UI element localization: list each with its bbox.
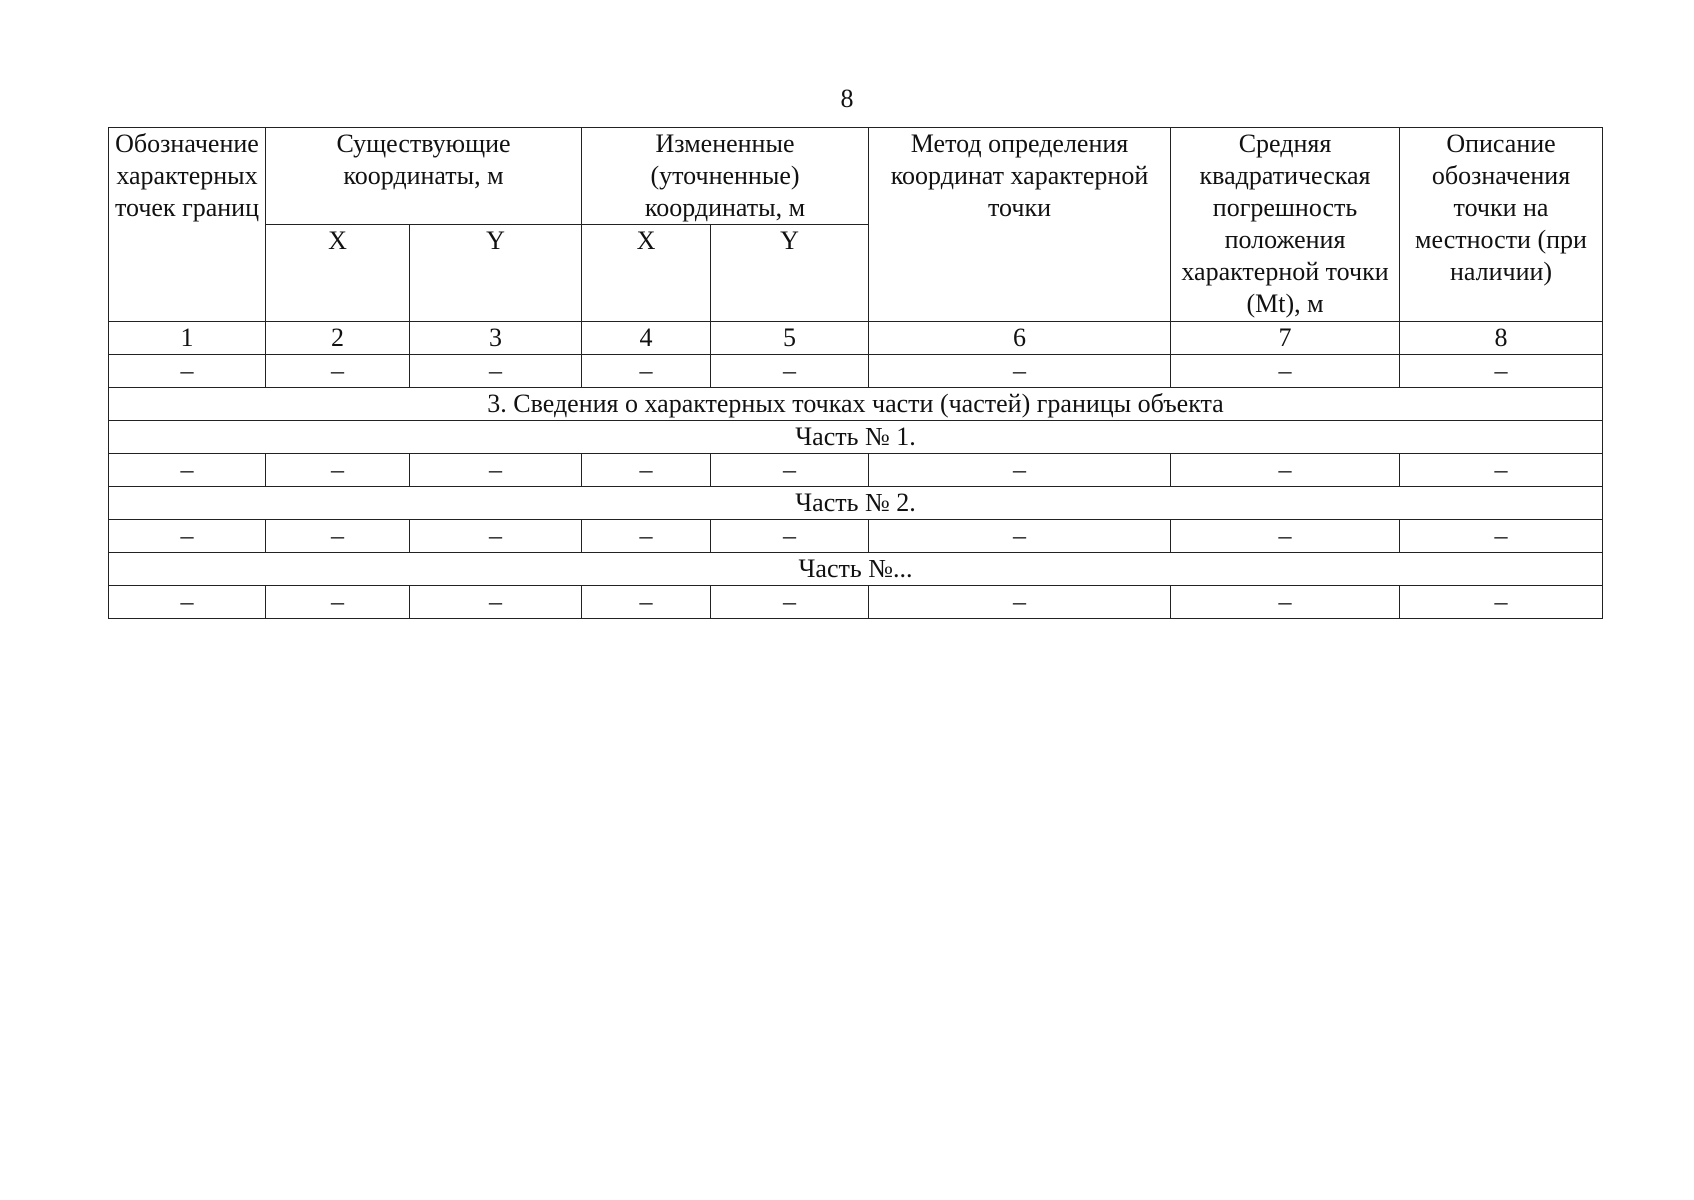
empty-cell: – bbox=[869, 355, 1171, 388]
column-number: 5 bbox=[711, 322, 869, 355]
empty-cell: – bbox=[869, 586, 1171, 619]
header-changed-y: Y bbox=[711, 225, 869, 322]
empty-cell: – bbox=[1400, 520, 1603, 553]
empty-cell: – bbox=[711, 355, 869, 388]
empty-cell: – bbox=[1171, 454, 1400, 487]
header-method: Метод определения координат характерной точки bbox=[869, 128, 1171, 322]
empty-cell: – bbox=[869, 454, 1171, 487]
empty-cell: – bbox=[711, 586, 869, 619]
empty-cell: – bbox=[582, 586, 711, 619]
table-row bbox=[109, 586, 1603, 619]
column-number: 1 bbox=[109, 322, 266, 355]
empty-cell: – bbox=[1171, 355, 1400, 388]
column-number: 3 bbox=[410, 322, 582, 355]
part-label: Часть № 1. bbox=[109, 421, 1603, 454]
empty-cell: – bbox=[109, 586, 266, 619]
table-row bbox=[109, 454, 1603, 487]
part-label: Часть № 2. bbox=[109, 487, 1603, 520]
header-changed-x: X bbox=[582, 225, 711, 322]
header-row bbox=[109, 128, 1603, 225]
part-row bbox=[109, 487, 1603, 520]
section-row bbox=[109, 388, 1603, 421]
column-number: 7 bbox=[1171, 322, 1400, 355]
empty-cell: – bbox=[582, 454, 711, 487]
empty-cell: – bbox=[869, 520, 1171, 553]
empty-cell: – bbox=[266, 454, 410, 487]
empty-cell: – bbox=[1400, 586, 1603, 619]
empty-cell: – bbox=[582, 355, 711, 388]
empty-cell: – bbox=[1171, 586, 1400, 619]
characteristic-points-table bbox=[108, 127, 1603, 619]
column-number: 6 bbox=[869, 322, 1171, 355]
section-title: 3. Сведения о характерных точках части (частей) границы объекта bbox=[109, 388, 1603, 421]
empty-cell: – bbox=[410, 454, 582, 487]
column-number-row bbox=[109, 322, 1603, 355]
empty-cell: – bbox=[266, 586, 410, 619]
column-number: 4 bbox=[582, 322, 711, 355]
empty-cell: – bbox=[410, 520, 582, 553]
column-number: 8 bbox=[1400, 322, 1603, 355]
empty-cell: – bbox=[582, 520, 711, 553]
part-label: Часть №... bbox=[109, 553, 1603, 586]
header-existing-coordinates: Существующие координаты, м bbox=[266, 128, 582, 225]
empty-cell: – bbox=[1400, 454, 1603, 487]
header-point-designation: Обозначение характерных точек границ bbox=[109, 128, 266, 322]
table-row bbox=[109, 355, 1603, 388]
header-mean-square-error: Средняя квадратическая погрешность положения характерной точки (Mt), м bbox=[1171, 128, 1400, 322]
empty-cell: – bbox=[1400, 355, 1603, 388]
empty-cell: – bbox=[109, 355, 266, 388]
page-number: 8 bbox=[840, 84, 854, 113]
empty-cell: – bbox=[109, 454, 266, 487]
part-row bbox=[109, 421, 1603, 454]
empty-cell: – bbox=[266, 520, 410, 553]
header-changed-coordinates: Измененные (уточненные) координаты, м bbox=[582, 128, 869, 225]
column-number: 2 bbox=[266, 322, 410, 355]
empty-cell: – bbox=[109, 520, 266, 553]
header-point-description: Описание обозначения точки на местности (при наличии) bbox=[1400, 128, 1603, 322]
table-row bbox=[109, 520, 1603, 553]
empty-cell: – bbox=[410, 355, 582, 388]
part-row bbox=[109, 553, 1603, 586]
empty-cell: – bbox=[711, 454, 869, 487]
header-existing-x: X bbox=[266, 225, 410, 322]
empty-cell: – bbox=[410, 586, 582, 619]
empty-cell: – bbox=[711, 520, 869, 553]
empty-cell: – bbox=[266, 355, 410, 388]
empty-cell: – bbox=[1171, 520, 1400, 553]
header-existing-y: Y bbox=[410, 225, 582, 322]
